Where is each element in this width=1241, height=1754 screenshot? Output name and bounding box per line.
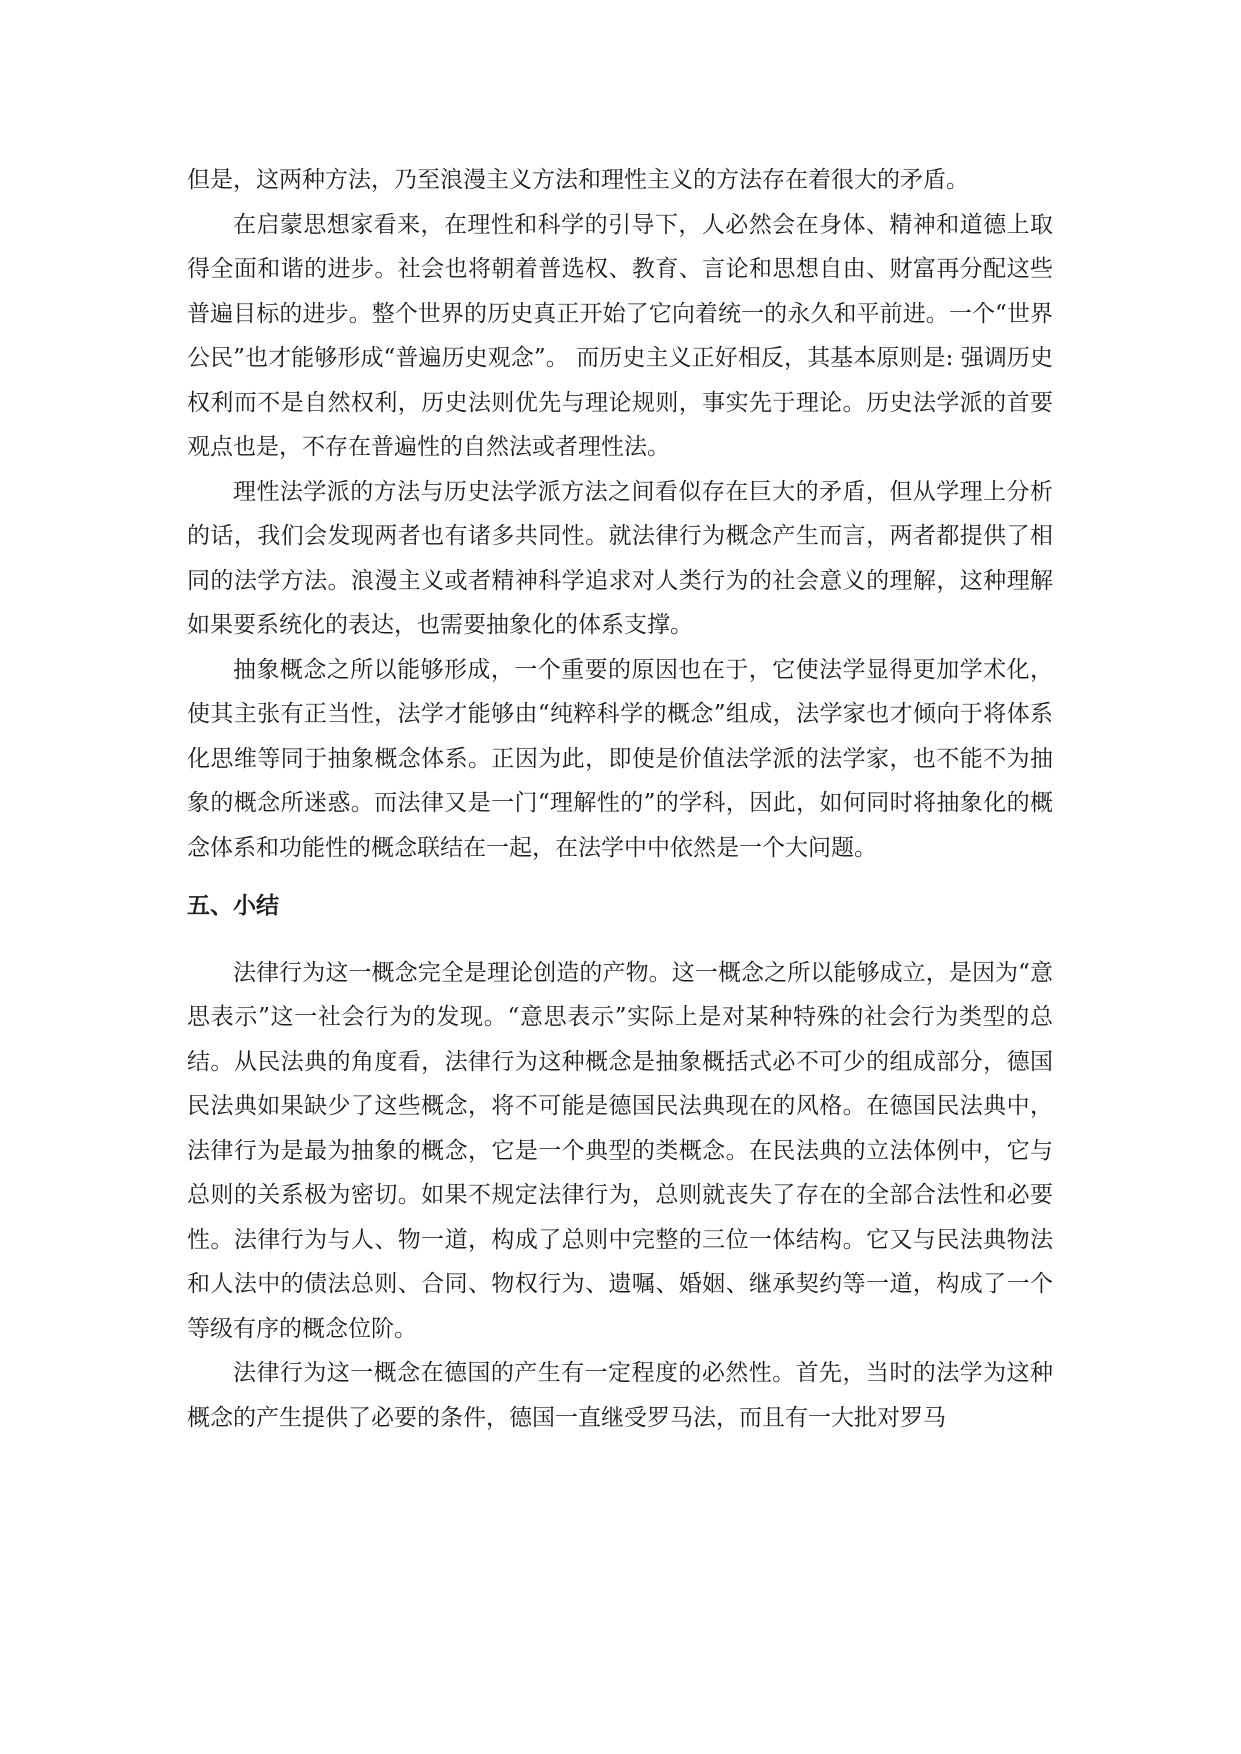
body-after-heading: [187, 951, 1053, 1441]
paragraph-4: 抽象概念之所以能够形成，一个重要的原因也在于，它使法学显得更加学术化，使其主张有正当性，法学才能够由“纯粹科学的概念”组成，法学家也才倾向于将体系化思维等同于抽象概念体系。正因为此，即使是价值法学派的法学家，也不能不为抽象的概念所迷惑。而法律又是一门“理解性的”的学科，因此，如何同时将抽象化的概念体系和功能性的概念联结在一起，在法学中中依然是一个大问题。: [187, 656, 1053, 861]
paragraph-1: 但是，这两种方法，乃至浪漫主义方法和理性主义的方法存在着很大的矛盾。: [187, 167, 969, 193]
paragraph-6: 法律行为这一概念在德国的产生有一定程度的必然性。首先，当时的法学为这种概念的产生提供了必要的条件，德国一直继受罗马法，而且有一大批对罗马: [187, 1360, 1053, 1431]
paragraph-5: 法律行为这一概念完全是理论创造的产物。这一概念之所以能够成立，是因为“意思表示”这一社会行为的发现。“意思表示”实际上是对某种特殊的社会行为类型的总结。从民法典的角度看，法律行为这种概念是抽象概括式必不可少的组成部分，德国民法典如果缺少了这些概念，将不可能是德国民法典现在的风格。在德国民法典中，法律行为是最为抽象的概念，它是一个典型的类概念。在民法典的立法体例中，它与总则的关系极为密切。如果不规定法律行为，总则就丧失了存在的全部合法性和必要性。法律行为与人、物一道，构成了总则中完整的三位一体结构。它又与民法典物法和人法中的债法总则、合同、物权行为、遗嘱、婚姻、继承契约等一道，构成了一个等级有序的概念位阶。: [187, 959, 1053, 1342]
paragraph-3: 理性法学派的方法与历史法学派方法之间看似存在巨大的矛盾，但从学理上分析的话，我们会发现两者也有诸多共同性。就法律行为概念产生而言，两者都提供了相同的法学方法。浪漫主义或者精神科学追求对人类行为的社会意义的理解，这种理解如果要系统化的表达，也需要抽象化的体系支撑。: [187, 478, 1053, 638]
section-heading: 五、小结: [187, 893, 279, 919]
document-page: [187, 158, 1053, 1440]
body-before-heading: [187, 158, 1053, 870]
paragraph-2: 在启蒙思想家看来，在理性和科学的引导下，人必然会在身体、精神和道德上取得全面和谐的进步。社会也将朝着普选权、教育、言论和思想自由、财富再分配这些普遍目标的进步。整个世界的历史真正开始了它向着统一的永久和平前进。一个“世界公民”也才能够形成“普遍历史观念”。 而历史主义正好相反，其基本原则是: 强调历史权利而不是自然权利，历史法则优先与理论规则，事实先于理论。历史法学派的首要观点也是，不存在普遍性的自然法或者理性法。: [187, 211, 1053, 460]
